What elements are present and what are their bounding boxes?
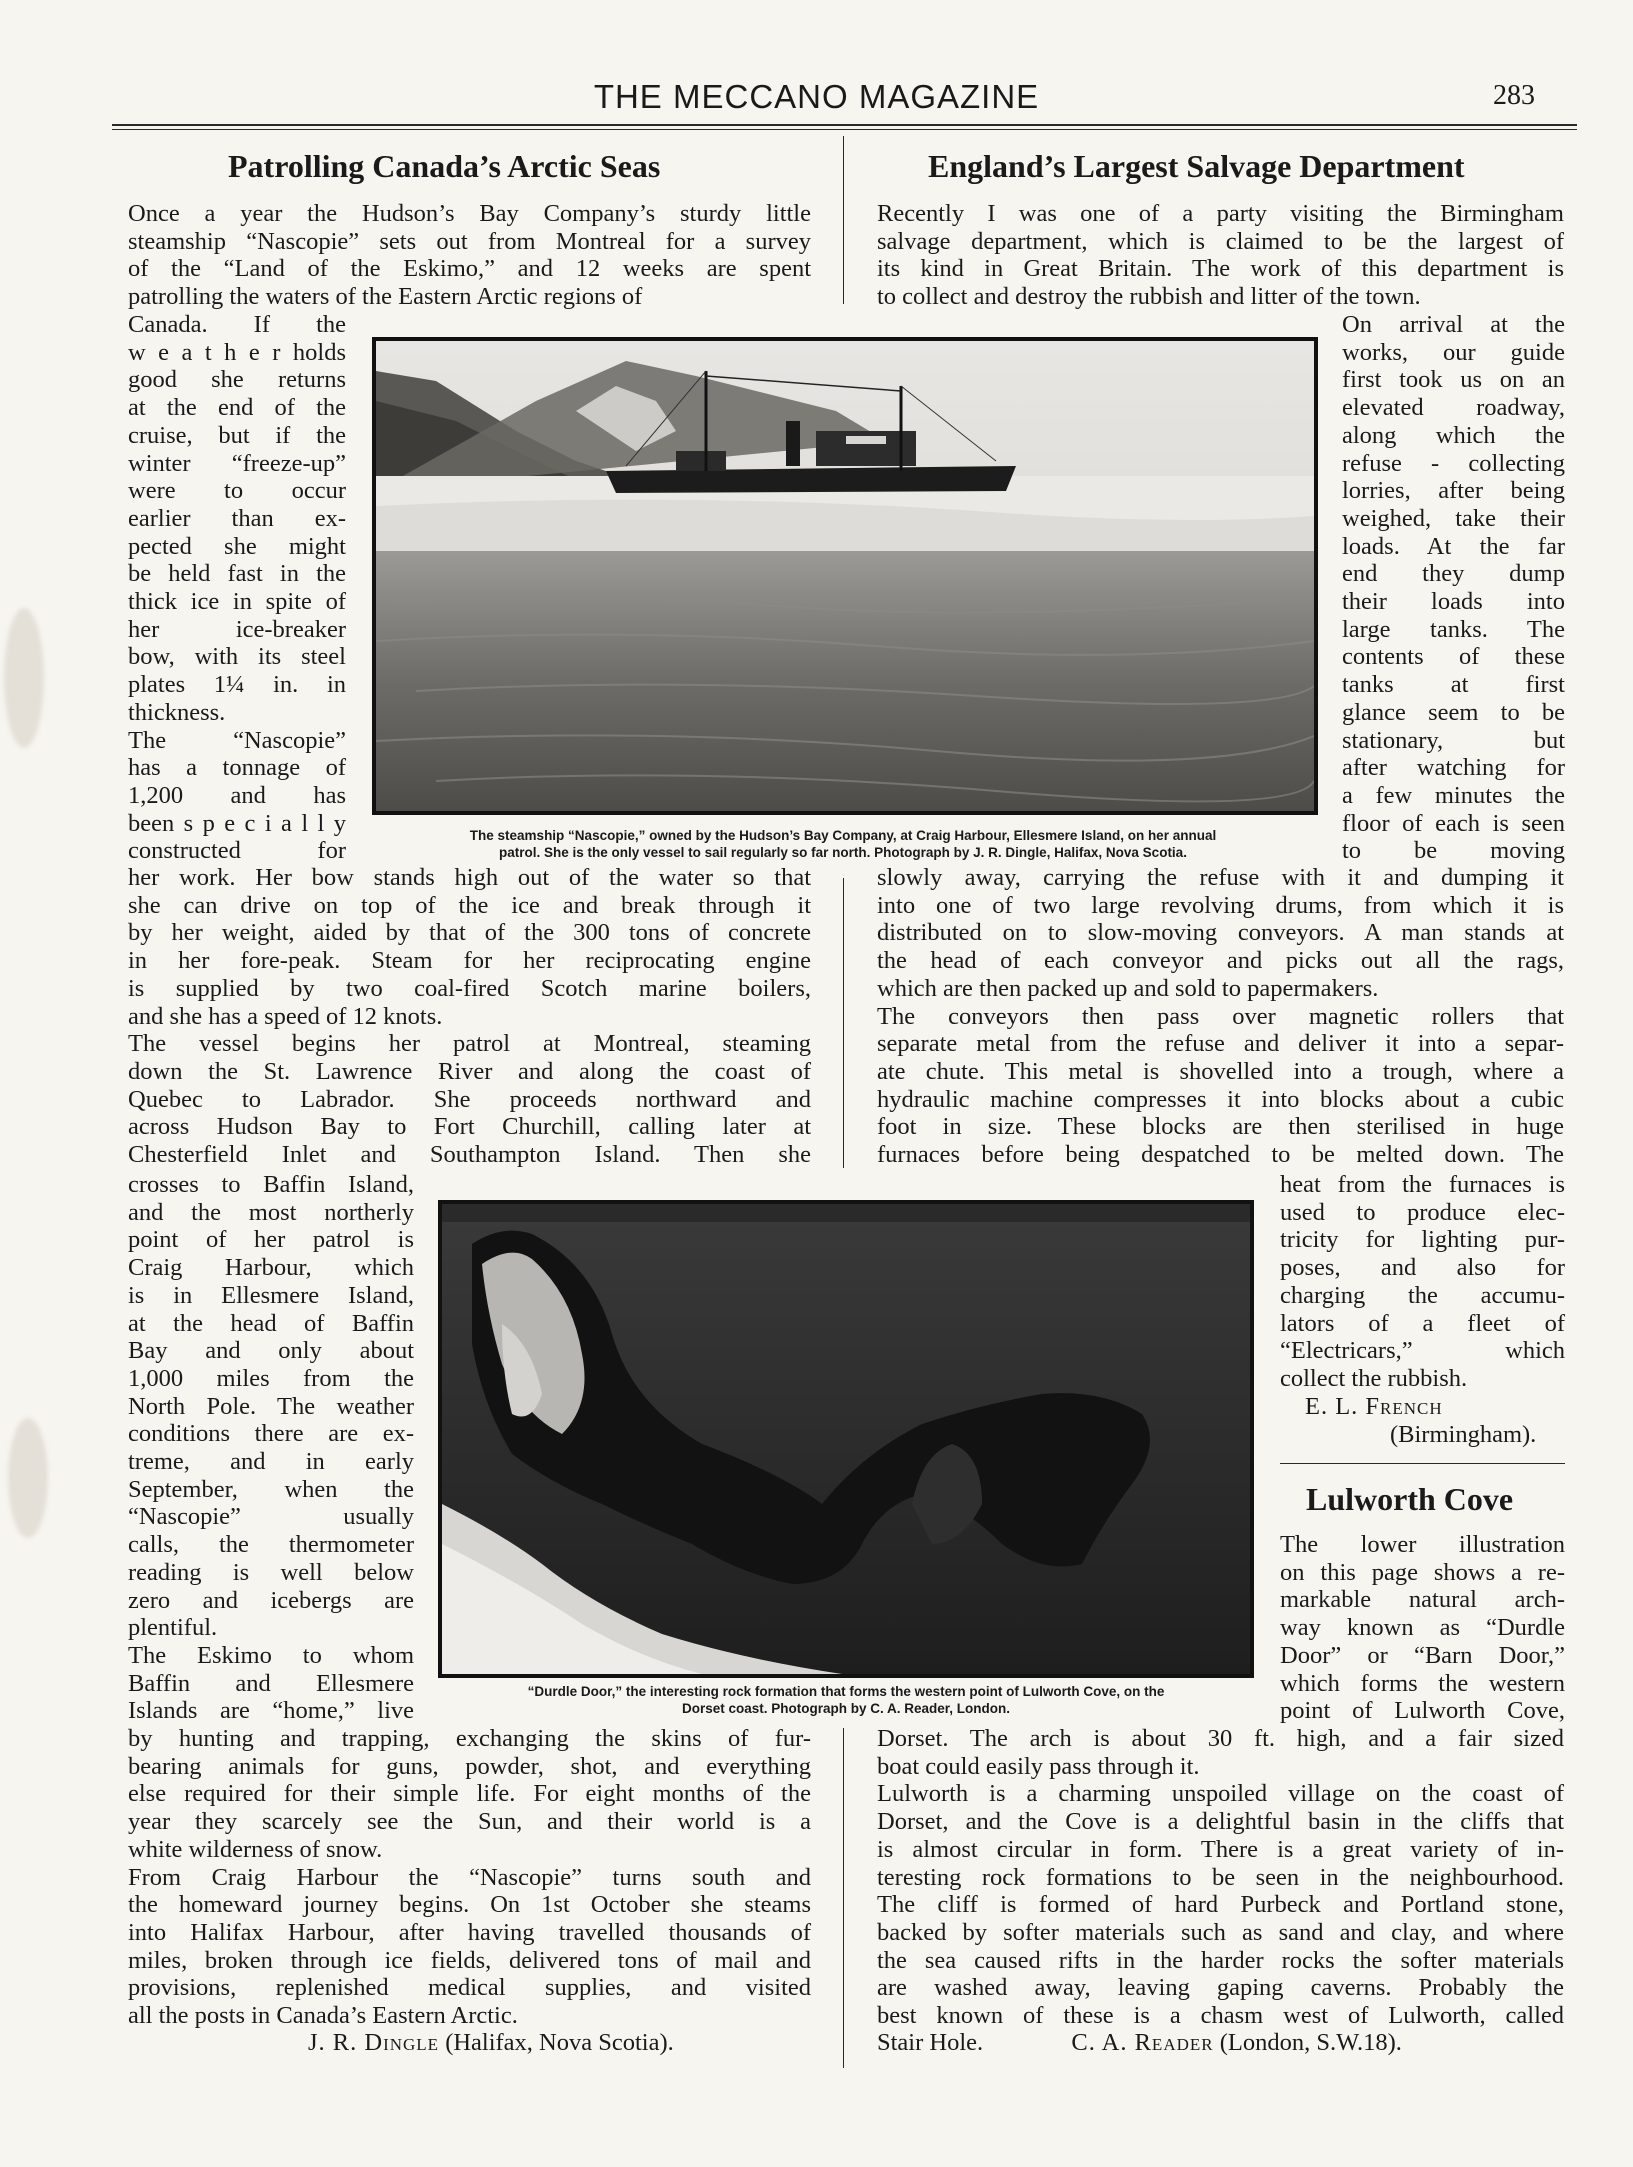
text-line: distributed on to slow-moving conveyors. A man stands at — [877, 919, 1564, 947]
text-line: at the end of the — [128, 394, 346, 422]
text-line: used to produce elec- — [1280, 1198, 1565, 1226]
text-line: been s p e c i a l l y — [128, 809, 346, 837]
text-line: floor of each is seen — [1342, 809, 1565, 837]
text-line: zero and icebergs are — [128, 1586, 414, 1614]
text-line: From Craig Harbour the “Nascopie” turns south and — [128, 1863, 811, 1891]
text-line: hydraulic machine compresses it into blocks about a cubic — [877, 1085, 1564, 1113]
column-divider-top — [843, 136, 844, 304]
text-line: conditions there are ex- — [128, 1420, 414, 1448]
text-line: to collect and destroy the rubbish and litter of the town. — [877, 283, 1421, 311]
text-line: winter “freeze-up” — [128, 449, 346, 477]
text-line: tanks at first — [1342, 671, 1565, 699]
magazine-title: THE MECCANO MAGAZINE — [593, 78, 1040, 115]
text-line: poses, and also for — [1280, 1254, 1565, 1282]
text-line: thickness. — [128, 698, 226, 726]
text-line: refuse - collecting — [1342, 449, 1565, 477]
text-line: into Halifax Harbour, after having travelled thousands of — [128, 1918, 811, 1946]
text-line: to be moving — [1342, 837, 1565, 865]
signature-name: C. A. Reader — [1071, 2029, 1214, 2056]
text-line: year they scarcely see the Sun, and their world is a — [128, 1808, 811, 1836]
text-line: North Pole. The weather — [128, 1392, 414, 1420]
margin-binding-mark-lower — [8, 1418, 48, 1538]
article-title-arctic: Patrolling Canada’s Arctic Seas — [228, 148, 661, 184]
text-line: pected she might — [128, 532, 346, 560]
text-line: lorries, after being — [1342, 477, 1565, 505]
text-line: into one of two large revolving drums, from which it is — [877, 891, 1564, 919]
lulworth-last-line — [877, 2029, 1402, 2057]
section-rule — [1280, 1463, 1565, 1464]
text-line: point of Lulworth Cove, — [1280, 1697, 1565, 1725]
text-line: tricity for lighting pur- — [1280, 1226, 1565, 1254]
text-line: the sea caused rifts in the harder rocks the softer materials — [877, 1946, 1564, 1974]
text-line: The “Nascopie” — [128, 726, 346, 754]
text-line: has a tonnage of — [128, 754, 346, 782]
text-line: elevated roadway, — [1342, 394, 1565, 422]
text-line: in her fore-peak. Steam for her reciprocating engine — [128, 947, 811, 975]
text-line: by her weight, aided by that of the 300 tons of concrete — [128, 919, 811, 947]
text-line: foot in size. These blocks are then sterilised in huge — [877, 1113, 1564, 1141]
header-rule-bottom — [112, 129, 1577, 130]
text-line: patrolling the waters of the Eastern Arctic regions of — [128, 283, 643, 311]
ship-photo-image — [376, 341, 1314, 811]
column-divider-middle — [843, 878, 844, 1168]
arch-photo-image — [442, 1204, 1250, 1674]
text-line: Chesterfield Inlet and Southampton Island. Then she — [128, 1141, 811, 1168]
signature-name: E. L. French — [1305, 1393, 1443, 1420]
arch-caption-line-2: Dorset coast. Photograph by C. A. Reader, London. — [681, 1701, 1011, 1716]
text-line: first took us on an — [1342, 366, 1565, 394]
text-line: w e a t h e r holds — [128, 338, 346, 366]
text-line: all the posts in Canada’s Eastern Arctic. — [128, 2002, 518, 2029]
text-line: charging the accumu- — [1280, 1281, 1565, 1309]
text-line: which are then packed up and sold to papermakers. — [877, 974, 1379, 1002]
text-line: which forms the western — [1280, 1669, 1565, 1697]
text-line: calls, the thermometer — [128, 1531, 414, 1559]
text-line: the head of each conveyor and picks out all the rags, — [877, 947, 1564, 975]
text-line: The conveyors then pass over magnetic rollers that — [877, 1002, 1564, 1030]
text-line: of the “Land of the Eskimo,” and 12 weeks are spent — [128, 255, 811, 283]
text-line: Baffin and Ellesmere — [128, 1669, 414, 1697]
text-line: loads. At the far — [1342, 532, 1565, 560]
text-line: Dorset, and the Cove is a delightful basin in the cliffs that — [877, 1808, 1564, 1836]
text-line: cruise, but if the — [128, 421, 346, 449]
text-line: Craig Harbour, which — [128, 1254, 414, 1282]
text-line: heat from the furnaces is — [1280, 1171, 1565, 1198]
text-line: is in Ellesmere Island, — [128, 1281, 414, 1309]
text-line: across Hudson Bay to Fort Churchill, calling later at — [128, 1113, 811, 1141]
text-line: provisions, replenished medical supplies, and visited — [128, 1974, 811, 2002]
text-line: and she has a speed of 12 knots. — [128, 1002, 443, 1030]
text-line: “Electricars,” which — [1280, 1337, 1565, 1365]
arch-caption-line-1: “Durdle Door,” the interesting rock formation that forms the western point of Lulworth Cove, on the — [527, 1684, 1165, 1699]
text-line: On arrival at the — [1342, 311, 1565, 338]
text-line: is supplied by two coal-fired Scotch marine boilers, — [128, 974, 811, 1002]
salvage-signature-place: (Birmingham). — [1390, 1421, 1537, 1448]
text-line: and the most northerly — [128, 1198, 414, 1226]
text-line: the homeward journey begins. On 1st October she steams — [128, 1891, 811, 1919]
text-line: markable natural arch- — [1280, 1586, 1565, 1614]
text-line: else required for their simple life. For eight months of the — [128, 1780, 811, 1808]
ship-caption-line-1: The steamship “Nascopie,” owned by the Hudson’s Bay Company, at Craig Harbour, Ellesmere Island, on her annual — [469, 828, 1217, 843]
text-line: The vessel begins her patrol at Montreal, steaming — [128, 1030, 811, 1058]
text-line: Once a year the Hudson’s Bay Company’s sturdy little — [128, 200, 811, 227]
text-line: lators of a fleet of — [1280, 1309, 1565, 1337]
text-line: contents of these — [1342, 643, 1565, 671]
text-line: ate chute. This metal is shovelled into a trough, where a — [877, 1057, 1564, 1085]
text-line: on this page shows a re- — [1280, 1558, 1565, 1586]
text-line: weighed, take their — [1342, 504, 1565, 532]
text-line: after watching for — [1342, 754, 1565, 782]
arctic-signature — [308, 2029, 674, 2057]
text-line: Door” or “Barn Door,” — [1280, 1641, 1565, 1669]
text-line: along which the — [1342, 421, 1565, 449]
text-line: its kind in Great Britain. The work of this department is — [877, 255, 1564, 283]
text-line: their loads into — [1342, 588, 1565, 615]
text-line: teresting rock formations to be seen in the neighbourhood. — [877, 1863, 1564, 1891]
text-line: salvage department, which is claimed to be the largest of — [877, 227, 1564, 255]
text-line: way known as “Durdle — [1280, 1614, 1565, 1642]
durdle-door-photograph — [438, 1200, 1254, 1678]
text-line: white wilderness of snow. — [128, 1835, 383, 1863]
text-line: The cliff is formed of hard Purbeck and Portland stone, — [877, 1891, 1564, 1919]
text-line: large tanks. The — [1342, 615, 1565, 643]
text-line: works, our guide — [1342, 338, 1565, 366]
text-line: backed by softer materials such as sand and clay, and where — [877, 1918, 1564, 1946]
text-line: reading is well below — [128, 1558, 414, 1586]
header-rule-top — [112, 124, 1577, 126]
text-line: Dorset. The arch is about 30 ft. high, and a fair sized — [877, 1725, 1564, 1752]
text-line: Canada. If the — [128, 311, 346, 338]
text-line: she can drive on top of the ice and break through it — [128, 891, 811, 919]
text-line: slowly away, carrying the refuse with it and dumping it — [877, 864, 1564, 891]
text-line: Recently I was one of a party visiting the Birmingham — [877, 200, 1564, 227]
signature-place: (London, S.W.18). — [1219, 2029, 1402, 2056]
salvage-signature-name — [1305, 1393, 1443, 1421]
text-line: stationary, but — [1342, 726, 1565, 754]
text-line: Quebec to Labrador. She proceeds northward and — [128, 1085, 811, 1113]
text-line: The Eskimo to whom — [128, 1641, 414, 1669]
text-line: collect the rubbish. — [1280, 1364, 1468, 1392]
signature-place: (Halifax, Nova Scotia). — [445, 2029, 674, 2056]
text-line: constructed for — [128, 837, 346, 865]
signature-name: J. R. Dingle — [308, 2029, 440, 2056]
text-line: September, when the — [128, 1475, 414, 1503]
text-line: Islands are “home,” live — [128, 1697, 414, 1725]
text-line: her ice-breaker — [128, 615, 346, 643]
text-line: a few minutes the — [1342, 781, 1565, 809]
text-line: bow, with its steel — [128, 643, 346, 671]
text-line: Lulworth is a charming unspoiled village on the coast of — [877, 1780, 1564, 1808]
ship-photograph — [372, 337, 1318, 815]
text-line: glance seem to be — [1342, 698, 1565, 726]
text-line: end they dump — [1342, 560, 1565, 588]
text-line: by hunting and trapping, exchanging the skins of fur- — [128, 1725, 811, 1752]
text-line: at the head of Baffin — [128, 1309, 414, 1337]
text-line: were to occur — [128, 477, 346, 505]
ship-caption-line-2: patrol. She is the only vessel to sail regularly so far north. Photograph by J. R. Dingle, Halifax, Nova Scotia. — [499, 845, 1187, 860]
text-line: plentiful. — [128, 1614, 218, 1642]
column-divider-bottom — [843, 1728, 844, 2068]
article-title-salvage: England’s Largest Salvage Department — [928, 148, 1465, 184]
text-line: are washed away, leaving gaping caverns. Probably the — [877, 1974, 1564, 2002]
text-line: “Nascopie” usually — [128, 1503, 414, 1531]
text-line: plates 1¼ in. in — [128, 671, 346, 699]
text-line: boat could easily pass through it. — [877, 1752, 1200, 1780]
text-line: bearing animals for guns, powder, shot, and everything — [128, 1752, 811, 1780]
text-line: treme, and in early — [128, 1448, 414, 1475]
article-title-lulworth: Lulworth Cove — [1306, 1481, 1514, 1517]
text-line: miles, broken through ice fields, delivered tons of mail and — [128, 1946, 811, 1974]
text-line: her work. Her bow stands high out of the water so that — [128, 864, 811, 891]
text-line: earlier than ex- — [128, 504, 346, 532]
text-line: The lower illustration — [1280, 1531, 1565, 1558]
text-line: point of her patrol is — [128, 1226, 414, 1254]
text-line: crosses to Baffin Island, — [128, 1171, 414, 1198]
text-line: separate metal from the refuse and deliver it into a separ- — [877, 1030, 1564, 1058]
text-line: Bay and only about — [128, 1337, 414, 1365]
text-line: down the St. Lawrence River and along the coast of — [128, 1057, 811, 1085]
text-line: best known of these is a chasm west of Lulworth, called — [877, 2002, 1564, 2029]
text-line: furnaces before being despatched to be melted down. The — [877, 1141, 1564, 1168]
text-line: 1,000 miles from the — [128, 1364, 414, 1392]
last-line-text: Stair Hole. — [877, 2029, 984, 2056]
text-line: be held fast in the — [128, 560, 346, 588]
text-line: good she returns — [128, 366, 346, 394]
text-line: is almost circular in form. There is a great variety of in- — [877, 1835, 1564, 1863]
page-number: 283 — [1493, 80, 1535, 111]
text-line: steamship “Nascopie” sets out from Montreal for a survey — [128, 227, 811, 255]
text-line: thick ice in spite of — [128, 588, 346, 615]
margin-binding-mark-upper — [4, 608, 44, 748]
text-line: 1,200 and has — [128, 781, 346, 809]
